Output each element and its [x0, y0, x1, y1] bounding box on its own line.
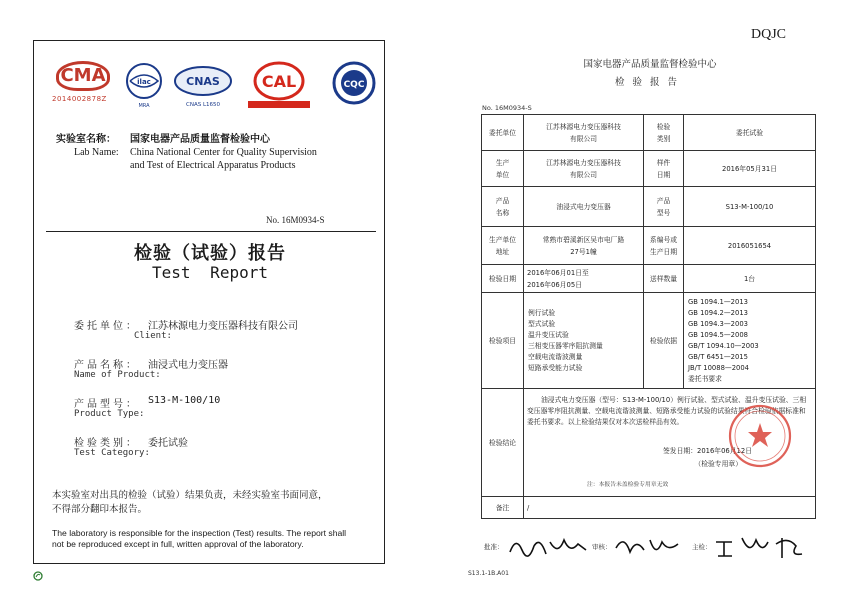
signature-block [484, 532, 814, 562]
category-cell-label: 检验 类别 [644, 115, 684, 151]
conclusion-text: 油浸式电力变压器（型号：S13-M-100/10）例行试验、型式试验、温升变压试验、三相变压器零序阻抗测量、空载电流谐波测量、短路承受能力试验的试验结果符合检验依据标准和委托书要求。以上检验结果仅对本次送检样品有效。 [527, 395, 807, 426]
product-cell-label: 产品 名称 [482, 187, 524, 227]
test-category-value: 委托试验 [148, 438, 188, 449]
report-page-title: 检验报告 [614, 77, 685, 88]
address-cell-label: 生产单位 地址 [482, 227, 524, 265]
cqc-logo [324, 61, 384, 115]
table-row [482, 187, 816, 227]
report-title-cn: 检验（试验）报告 [134, 243, 286, 264]
test-report-table [481, 114, 816, 519]
page-form-code: S13.1-1B.A01 [468, 570, 509, 577]
client-label-en: Client: [134, 331, 172, 341]
test-category-label-en: Test Category: [74, 448, 150, 458]
basis-cell-value [684, 293, 816, 389]
cma-mark: CMA [56, 61, 110, 91]
qty-cell-label: 送样数量 [644, 265, 684, 293]
cover-report-number: No. 16M0934-S [266, 215, 325, 225]
items-cell-label: 检验项目 [482, 293, 524, 389]
client-field [74, 317, 374, 356]
list-item: GB 1094.1—2013 [688, 297, 748, 306]
notice-cn-line1: 本实验室对出具的检验（试验）结果负责，未经实验室书面同意， [52, 490, 328, 501]
inspector-signature-icon [712, 532, 812, 562]
product-type-field [74, 395, 374, 434]
model-cell-label: 产品 型号 [644, 187, 684, 227]
remark-cell-value: / [524, 497, 816, 519]
maker-cell-label: 生产 单位 [482, 151, 524, 187]
category-cell-value: 委托试验 [684, 115, 816, 151]
lab-name-label-cn: 实验室名称： [56, 134, 116, 145]
review-label: 审核： [592, 543, 612, 551]
conclusion-cell-label: 检验结论 [482, 389, 524, 497]
product-cell-value: 油浸式电力变压器 [524, 187, 644, 227]
sample-date-cell-value: 2016年05月31日 [684, 151, 816, 187]
notice-en-line1: The laboratory is responsible for the inspection (Test) results. The report shall [52, 528, 347, 538]
list-item: GB 1094.2—2013 [688, 308, 748, 317]
notice-en [52, 528, 382, 550]
conclusion-cell-value [524, 389, 816, 497]
product-name-value: 油浸式电力变压器 [148, 360, 228, 371]
cma-logo [52, 61, 116, 103]
lab-name-en-line2: and Test of Electrical Apparatus Products [130, 160, 296, 171]
table-row [482, 389, 816, 497]
cnas-sub: CNAS L1650 [185, 102, 221, 108]
list-item: 短路承受能力试验 [528, 363, 583, 372]
accreditation-logos [44, 61, 374, 121]
cover-divider [46, 231, 376, 232]
list-item: GB/T 6451—2015 [688, 352, 748, 361]
table-row [482, 151, 816, 187]
client-cell-value: 江苏林源电力变压器科技 有限公司 [524, 115, 644, 151]
list-item: 温升变压试验 [528, 330, 569, 339]
list-item: JB/T 10088—2004 [688, 363, 749, 372]
issuer-stamp-label: （检验专用章） [694, 459, 742, 468]
client-value: 江苏林源电力变压器科技有限公司 [148, 321, 298, 332]
test-date-cell-label: 检验日期 [482, 265, 524, 293]
approver-signature-icon [506, 532, 592, 562]
list-item: 例行试验 [528, 308, 556, 317]
list-item: 型式试验 [528, 319, 556, 328]
test-date-cell-value: 2016年06月01日至 2016年06月05日 [524, 265, 644, 293]
table-row [482, 497, 816, 519]
notice-en-line2: not be reproduced except in full, written approval of the laboratory. [52, 539, 304, 549]
stamp-footnote: 注：本报告未盖检验专用章无效 [587, 481, 669, 488]
table-row [482, 227, 816, 265]
product-name-label-en: Name of Product: [74, 370, 161, 380]
basis-cell-label: 检验依据 [644, 293, 684, 389]
product-name-field [74, 356, 374, 395]
list-item: GB/T 1094.10—2003 [688, 341, 759, 350]
leaf-icon [33, 566, 43, 585]
inspection-seal-icon [727, 403, 793, 469]
cal-logo [244, 61, 314, 115]
lab-name-label-en: Lab Name: [74, 147, 119, 158]
cover-fields [74, 317, 374, 473]
table-row [482, 293, 816, 389]
serial-cell-value: 2016051654 [684, 227, 816, 265]
lab-name-cn: 国家电器产品质量监督检验中心 [130, 134, 270, 145]
lab-name-block [56, 133, 376, 172]
table-row [482, 265, 816, 293]
notice-cn-line2: 不得部分翻印本报告。 [52, 504, 148, 515]
remark-cell-label: 备注 [482, 497, 524, 519]
report-title-en: Test Report [152, 263, 268, 282]
client-cell-label: 委托单位 [482, 115, 524, 151]
product-type-label: 产品型号： [74, 399, 139, 410]
list-item: 委托书要求 [688, 374, 722, 383]
cal-text: CAL [261, 72, 297, 91]
client-label: 委托单位： [74, 321, 139, 332]
approve-label: 批准： [484, 543, 504, 551]
cqc-text: CQC [343, 80, 365, 90]
maker-cell-value: 江苏林源电力变压器科技 有限公司 [524, 151, 644, 187]
page-report-number: No. 16M0934-S [482, 104, 532, 112]
items-cell-value [524, 293, 644, 389]
reviewer-signature-icon [612, 532, 686, 562]
ilac-mra-logo [124, 61, 164, 115]
test-category-label: 检验类别： [74, 438, 139, 449]
report-cover-page [33, 40, 385, 564]
product-type-value: S13-M-100/10 [148, 395, 221, 406]
svg-text:MRA: MRA [138, 103, 150, 109]
cma-number: 2014002878Z [52, 95, 107, 103]
model-cell-value: S13-M-100/10 [684, 187, 816, 227]
notice-cn [52, 489, 382, 517]
table-row [482, 115, 816, 151]
serial-cell-label: 系编号或 生产日期 [644, 227, 684, 265]
corner-code: DQJC [751, 27, 787, 42]
svg-text:ilac: ilac [137, 78, 151, 86]
lab-name-en-line1: China National Center for Quality Supervision [130, 147, 317, 158]
cnas-text: CNAS [186, 75, 220, 88]
qty-cell-value: 1台 [684, 265, 816, 293]
list-item: 三相变压器零序阻抗测量 [528, 341, 603, 350]
product-type-label-en: Product Type: [74, 409, 145, 419]
signed-date: 签发日期：2016年06月12日 [663, 446, 752, 455]
cnas-logo [172, 61, 234, 115]
list-item: 空载电流谐波测量 [528, 352, 583, 361]
list-item: GB 1094.3—2003 [688, 319, 748, 328]
main-inspector-label: 主检： [692, 543, 712, 551]
report-org-header: 国家电器产品质量监督检验中心 [583, 59, 717, 70]
list-item: GB 1094.5—2008 [688, 330, 748, 339]
test-category-field [74, 434, 374, 473]
address-cell-value: 常熟市碧溪新区吴市电厂路 27号1幢 [524, 227, 644, 265]
product-name-label: 产品名称： [74, 360, 139, 371]
sample-date-cell-label: 样件 日期 [644, 151, 684, 187]
